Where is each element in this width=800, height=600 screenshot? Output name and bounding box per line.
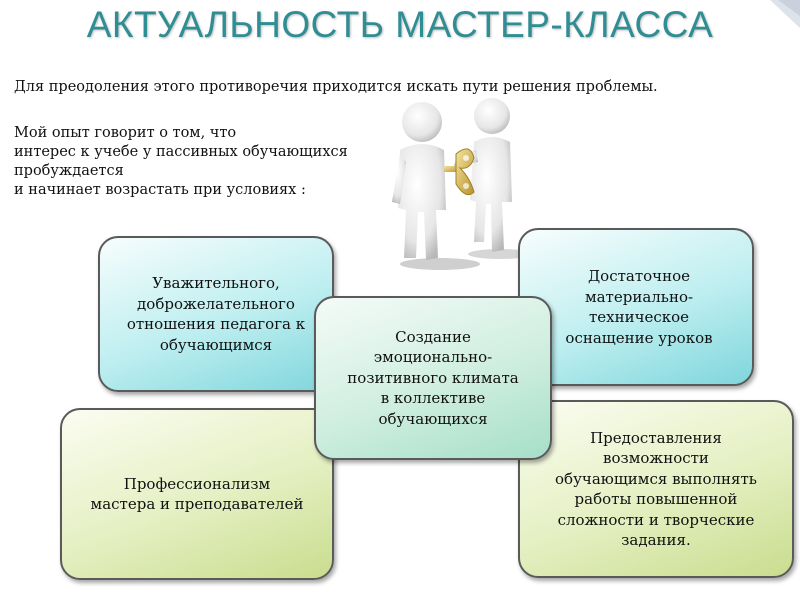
condition-box-opportunity <box>518 400 794 578</box>
condition-line: доброжелательного <box>137 294 295 313</box>
condition-line: эмоционально- <box>373 348 493 367</box>
condition-line: оснащение уроков <box>565 328 713 347</box>
condition-line: сложности и творческие <box>557 510 755 529</box>
condition-line: позитивного климата <box>347 368 519 387</box>
condition-line: Предоставления <box>590 428 722 447</box>
condition-box-equipment <box>518 228 754 386</box>
condition-line: Уважительного, <box>152 274 280 292</box>
experience-line: пробуждается <box>14 163 124 179</box>
intro-text: Для преодоления этого противоречия приходится искать пути решения проблемы. <box>14 79 658 95</box>
condition-line: мастера и преподавателей <box>90 495 304 513</box>
condition-line: Достаточное <box>587 267 691 285</box>
condition-line: задания. <box>621 531 691 549</box>
condition-line: отношения педагога к <box>126 315 306 333</box>
condition-line: возможности <box>603 449 709 467</box>
condition-box-climate <box>314 296 552 460</box>
condition-line: обучающимся <box>159 335 273 354</box>
condition-line: работы повышенной <box>574 490 738 508</box>
condition-box-professionalism <box>60 408 334 580</box>
experience-line: интерес к учебе у пассивных обучающихся <box>14 144 348 160</box>
condition-line: Создание <box>395 327 471 346</box>
condition-box-respect <box>98 236 334 392</box>
condition-line: обучающимся выполнять <box>555 469 757 488</box>
condition-line: обучающихся <box>378 409 488 428</box>
condition-line: Профессионализм <box>123 474 271 493</box>
condition-line: материально- <box>584 287 694 306</box>
condition-line: техническое <box>588 308 690 326</box>
slide-title: АКТУАЛЬНОСТЬ МАСТЕР-КЛАССА <box>86 4 714 45</box>
experience-line: Мой опыт говорит о том, что <box>14 125 237 141</box>
condition-line: в коллективе <box>380 389 486 408</box>
experience-line: и начинает возрастать при условиях : <box>14 182 306 198</box>
experience-text <box>14 124 348 200</box>
